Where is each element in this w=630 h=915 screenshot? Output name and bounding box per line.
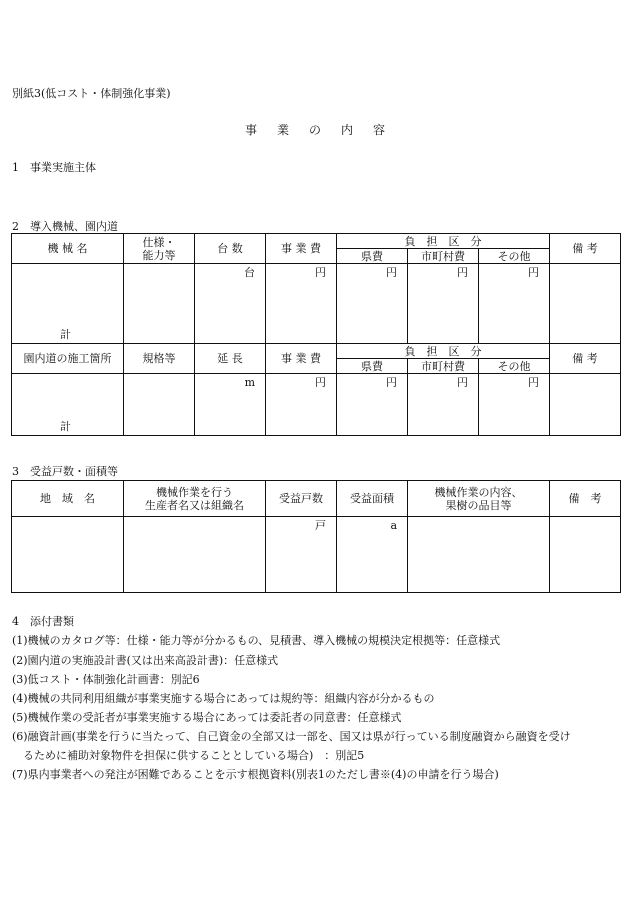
- list-item: (3)低コスト・体制強化計画書：別記6: [12, 673, 200, 686]
- yen-unit-cell: 円: [337, 264, 408, 344]
- data-cell: [550, 517, 621, 593]
- col-producer: [124, 481, 266, 517]
- yen-unit-cell: 円: [479, 264, 550, 344]
- data-cell: [408, 517, 550, 593]
- col-remarks: 備 考: [550, 234, 621, 264]
- list-item: (2)園内道の実施設計書(又は出来高設計書)：任意様式: [12, 654, 279, 667]
- machine-table: [11, 233, 621, 436]
- yen-unit-cell: 円: [266, 374, 337, 436]
- land-unit-cell: a: [337, 517, 408, 593]
- title-char: 容: [373, 123, 386, 137]
- yen-unit-cell: 円: [479, 374, 550, 436]
- col-land-area: 受益面積: [337, 481, 408, 517]
- sub-prefecture: 県費: [337, 359, 408, 374]
- col-machine-name: 機 械 名: [12, 234, 124, 264]
- col-cost: 事 業 費: [266, 344, 337, 374]
- title-char: の: [308, 123, 321, 137]
- col-burden: 負 担 区 分: [337, 234, 550, 249]
- list-item: (1)機械のカタログ等：仕様・能力等が分かるもの、見積書、導入機械の規模決定根拠等：任意様式: [12, 634, 501, 647]
- col-remarks: 備 考: [550, 481, 621, 517]
- title-char: 業: [276, 123, 289, 137]
- col-area-name: 地 域 名: [12, 481, 124, 517]
- list-item: るために補助対象物件を担保に供することとしている場合) ：別記5: [12, 749, 365, 762]
- sub-municipal: 市町村費: [408, 359, 479, 374]
- data-cell: [550, 374, 621, 436]
- col-work-content-line: 果樹の品目等: [445, 498, 512, 512]
- sub-municipal: 市町村費: [408, 249, 479, 264]
- yen-unit-cell: 円: [408, 264, 479, 344]
- yen-unit-cell: 円: [337, 374, 408, 436]
- col-spec-line: 仕様・: [142, 235, 176, 249]
- document-title: [0, 121, 630, 138]
- col-cost: 事 業 費: [266, 234, 337, 264]
- section-2-heading: 2 導入機械、園内道: [12, 220, 118, 233]
- length-unit-cell: m: [195, 374, 266, 436]
- col-producer-line: 生産者名又は組織名: [145, 498, 244, 512]
- col-remarks: 備 考: [550, 344, 621, 374]
- data-cell: [124, 264, 195, 344]
- list-item: (7)県内事業者への発注が困難であることを示す根拠資料(別表1のただし書※(4)の申請を行う場合): [12, 768, 499, 781]
- col-spec-line: 能力等: [142, 248, 176, 262]
- qty-unit-cell: 台: [195, 264, 266, 344]
- sub-prefecture: 県費: [337, 249, 408, 264]
- list-item: (4)機械の共同利用組織が事業実施する場合にあっては規約等：組織内容が分かるもの: [12, 692, 435, 705]
- col-road-spec: 規格等: [124, 344, 195, 374]
- list-item: (6)融資計画(事業を行うに当たって、自己資金の全部又は一部を、国又は県が行っている制度融資から融資を受け: [12, 730, 571, 743]
- sub-other: その他: [479, 249, 550, 264]
- title-char: 内: [341, 123, 354, 137]
- list-item: (5)機械作業の受託者が事業実施する場合にあっては委託者の同意書：任意様式: [12, 711, 402, 724]
- col-producer-line: 機械作業を行う: [156, 485, 233, 499]
- section-1-heading: 1 事業実施主体: [12, 161, 96, 174]
- data-cell: [550, 264, 621, 344]
- col-households: 受益戸数: [266, 481, 337, 517]
- data-cell: [12, 517, 124, 593]
- col-length: 延 長: [195, 344, 266, 374]
- households-unit-cell: 戸: [266, 517, 337, 593]
- yen-unit-cell: 円: [408, 374, 479, 436]
- title-char: 事: [244, 123, 257, 137]
- total-cell: 計: [12, 264, 124, 344]
- col-work-content: [408, 481, 550, 517]
- attachment-label: 別紙3(低コスト・体制強化事業): [12, 87, 171, 100]
- beneficiary-table: [11, 480, 621, 593]
- section-3-heading: 3 受益戸数・面積等: [12, 465, 118, 478]
- yen-unit-cell: 円: [266, 264, 337, 344]
- sub-other: その他: [479, 359, 550, 374]
- col-burden: 負 担 区 分: [337, 344, 550, 359]
- col-spec: [124, 234, 195, 264]
- col-quantity: 台 数: [195, 234, 266, 264]
- col-work-content-line: 機械作業の内容、: [434, 485, 523, 499]
- section-4-heading: 4 添付書類: [12, 615, 74, 628]
- total-cell: 計: [12, 374, 124, 436]
- col-road-place: 園内道の施工箇所: [12, 344, 124, 374]
- data-cell: [124, 517, 266, 593]
- data-cell: [124, 374, 195, 436]
